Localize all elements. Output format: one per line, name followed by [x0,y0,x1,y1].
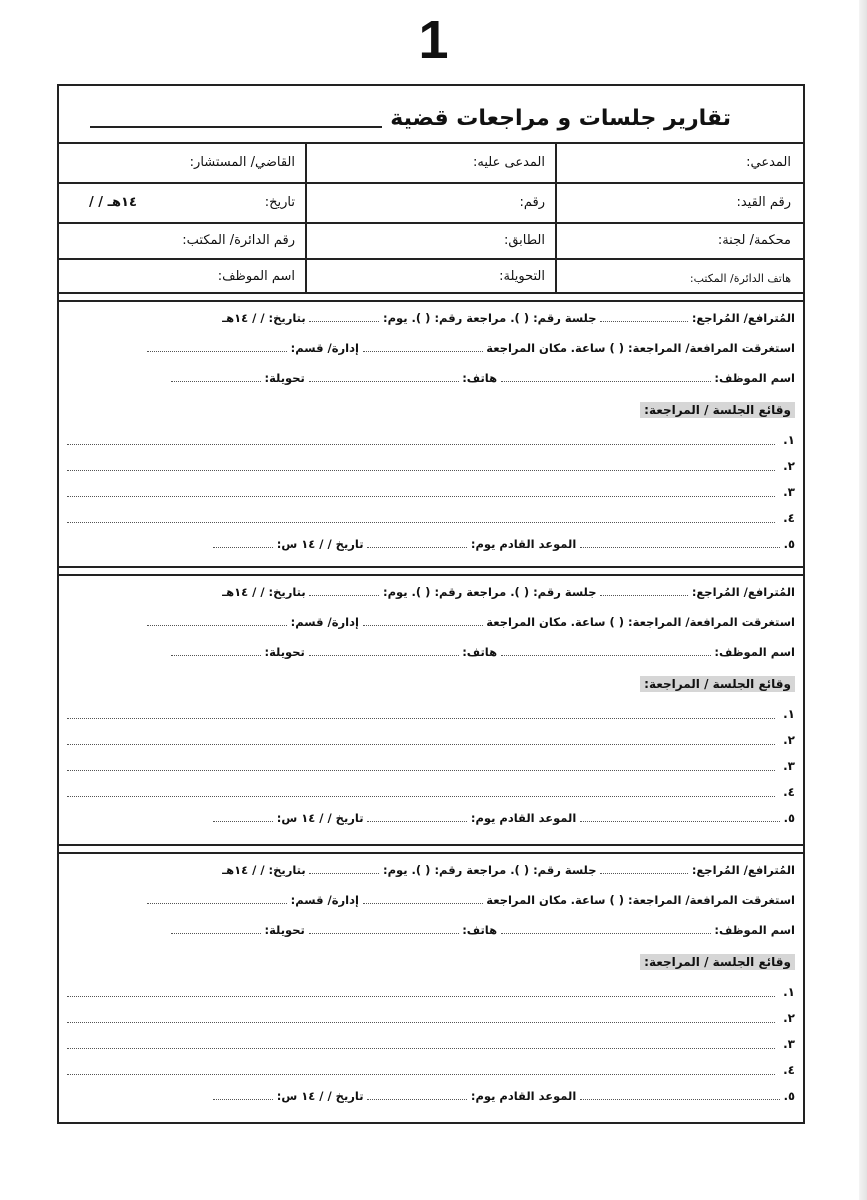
extension-label: التحويلة: [499,269,545,284]
fact-line [67,521,775,523]
form-frame [57,84,805,1124]
session-date: بتاريخ: / / ١٤هـ [222,585,306,599]
next-appointment-label: الموعد القادم يوم: [470,1089,577,1103]
session-report-section-2 [59,576,803,846]
litigant-row [67,310,795,326]
header-divider [59,258,803,260]
employee-row [67,644,795,660]
fact-item-number: ٥. [783,537,795,551]
session-report-section-3 [59,854,803,1124]
duration-label: استغرقت المرافعة/ المراجعة: ( ) ساعة. [570,341,795,355]
session-date: بتاريخ: / / ١٤هـ [222,863,306,877]
department-label: إدارة/ قسم: [290,893,359,907]
fact-item-number: ٢. [783,459,795,473]
facts-label: وقائع الجلسة / المراجعة: [640,676,795,692]
litigant-row [67,584,795,600]
litigant-label: المُترافع/ المُراجع: [691,863,795,877]
session-info: جلسة رقم: ( ). مراجعة رقم: ( ). يوم: [383,311,597,325]
fact-line [67,495,775,497]
fact-line [67,1047,775,1049]
fact-line [67,743,775,745]
facts-label: وقائع الجلسة / المراجعة: [640,954,795,970]
next-appointment-row [67,810,795,826]
section-separator [59,844,803,854]
duration-row [67,892,795,908]
header-divider [59,182,803,184]
section-separator [59,566,803,576]
column-divider [555,142,557,294]
employee-label: اسم الموظف: [714,923,795,937]
next-appointment-label: الموعد القادم يوم: [470,811,577,825]
fact-line [67,717,775,719]
ext-label: تحويلة: [264,645,305,659]
column-divider [305,142,307,294]
fact-item-number: ١. [783,985,795,999]
phone-label: هاتف: [462,923,498,937]
employee-name-label: اسم الموظف: [217,269,295,284]
header-divider [59,142,803,144]
title-underline [90,126,382,128]
next-appointment-row [67,536,795,552]
fact-line [67,1021,775,1023]
fact-item-number: ٥. [783,811,795,825]
page-edge [859,0,867,1200]
fact-line [67,769,775,771]
office-number-label: رقم الدائرة/ المكتب: [182,233,295,248]
fact-line [67,443,775,445]
fact-line [67,995,775,997]
plaintiff-label: المدعي: [746,155,791,170]
duration-label: استغرقت المرافعة/ المراجعة: ( ) ساعة. [570,893,795,907]
next-appointment-date: تاريخ / / ١٤ س: [276,537,364,551]
next-appointment-row [67,1088,795,1104]
department-label: إدارة/ قسم: [290,615,359,629]
registry-number-label: رقم القيد: [736,195,791,210]
facts-label: وقائع الجلسة / المراجعة: [640,402,795,418]
fact-item-number: ٤. [783,511,795,525]
floor-label: الطابق: [503,233,545,248]
court-label: محكمة/ لجنة: [717,233,791,248]
employee-row [67,922,795,938]
fact-item-number: ٣. [783,1037,795,1051]
phone-label: هاتف: [462,645,498,659]
duration-row [67,614,795,630]
fact-item-number: ١. [783,707,795,721]
fact-line [67,1073,775,1075]
defendant-label: المدعى عليه: [473,155,545,170]
section-separator [59,292,803,302]
duration-row [67,340,795,356]
next-appointment-label: الموعد القادم يوم: [470,537,577,551]
facts-row [67,676,795,692]
litigant-row [67,862,795,878]
fact-item-number: ٤. [783,1063,795,1077]
session-date: بتاريخ: / / ١٤هـ [222,311,306,325]
session-info: جلسة رقم: ( ). مراجعة رقم: ( ). يوم: [383,585,597,599]
page-number: 1 [418,10,449,70]
fact-line [67,469,775,471]
ext-label: تحويلة: [264,923,305,937]
fact-line [67,795,775,797]
fact-item-number: ٥. [783,1089,795,1103]
fact-item-number: ٢. [783,1011,795,1025]
ext-label: تحويلة: [264,371,305,385]
fact-item-number: ٣. [783,759,795,773]
review-place-label: مكان المراجعة [486,615,567,629]
litigant-label: المُترافع/ المُراجع: [691,585,795,599]
date-label: تاريخ: [264,195,295,210]
fact-item-number: ٤. [783,785,795,799]
phone-label: هاتف: [462,371,498,385]
header-divider [59,222,803,224]
employee-label: اسم الموظف: [714,371,795,385]
form-title-block [90,104,731,134]
next-appointment-date: تاريخ / / ١٤ س: [276,811,364,825]
number-label: رقم: [519,195,545,210]
review-place-label: مكان المراجعة [486,341,567,355]
facts-row [67,954,795,970]
litigant-label: المُترافع/ المُراجع: [691,311,795,325]
employee-row [67,370,795,386]
next-appointment-date: تاريخ / / ١٤ س: [276,1089,364,1103]
judge-label: القاضي/ المستشار: [189,155,295,170]
office-phone-label: هاتف الدائرة/ المكتب: [689,272,791,285]
form-title: تقارير جلسات و مراجعات قضية [390,106,731,131]
duration-label: استغرقت المرافعة/ المراجعة: ( ) ساعة. [570,615,795,629]
employee-label: اسم الموظف: [714,645,795,659]
session-info: جلسة رقم: ( ). مراجعة رقم: ( ). يوم: [383,863,597,877]
facts-row [67,402,795,418]
fact-item-number: ١. [783,433,795,447]
date-value: / / ١٤هـ [89,195,137,210]
review-place-label: مكان المراجعة [486,893,567,907]
fact-item-number: ٢. [783,733,795,747]
session-report-section-1 [59,302,803,572]
fact-item-number: ٣. [783,485,795,499]
department-label: إدارة/ قسم: [290,341,359,355]
